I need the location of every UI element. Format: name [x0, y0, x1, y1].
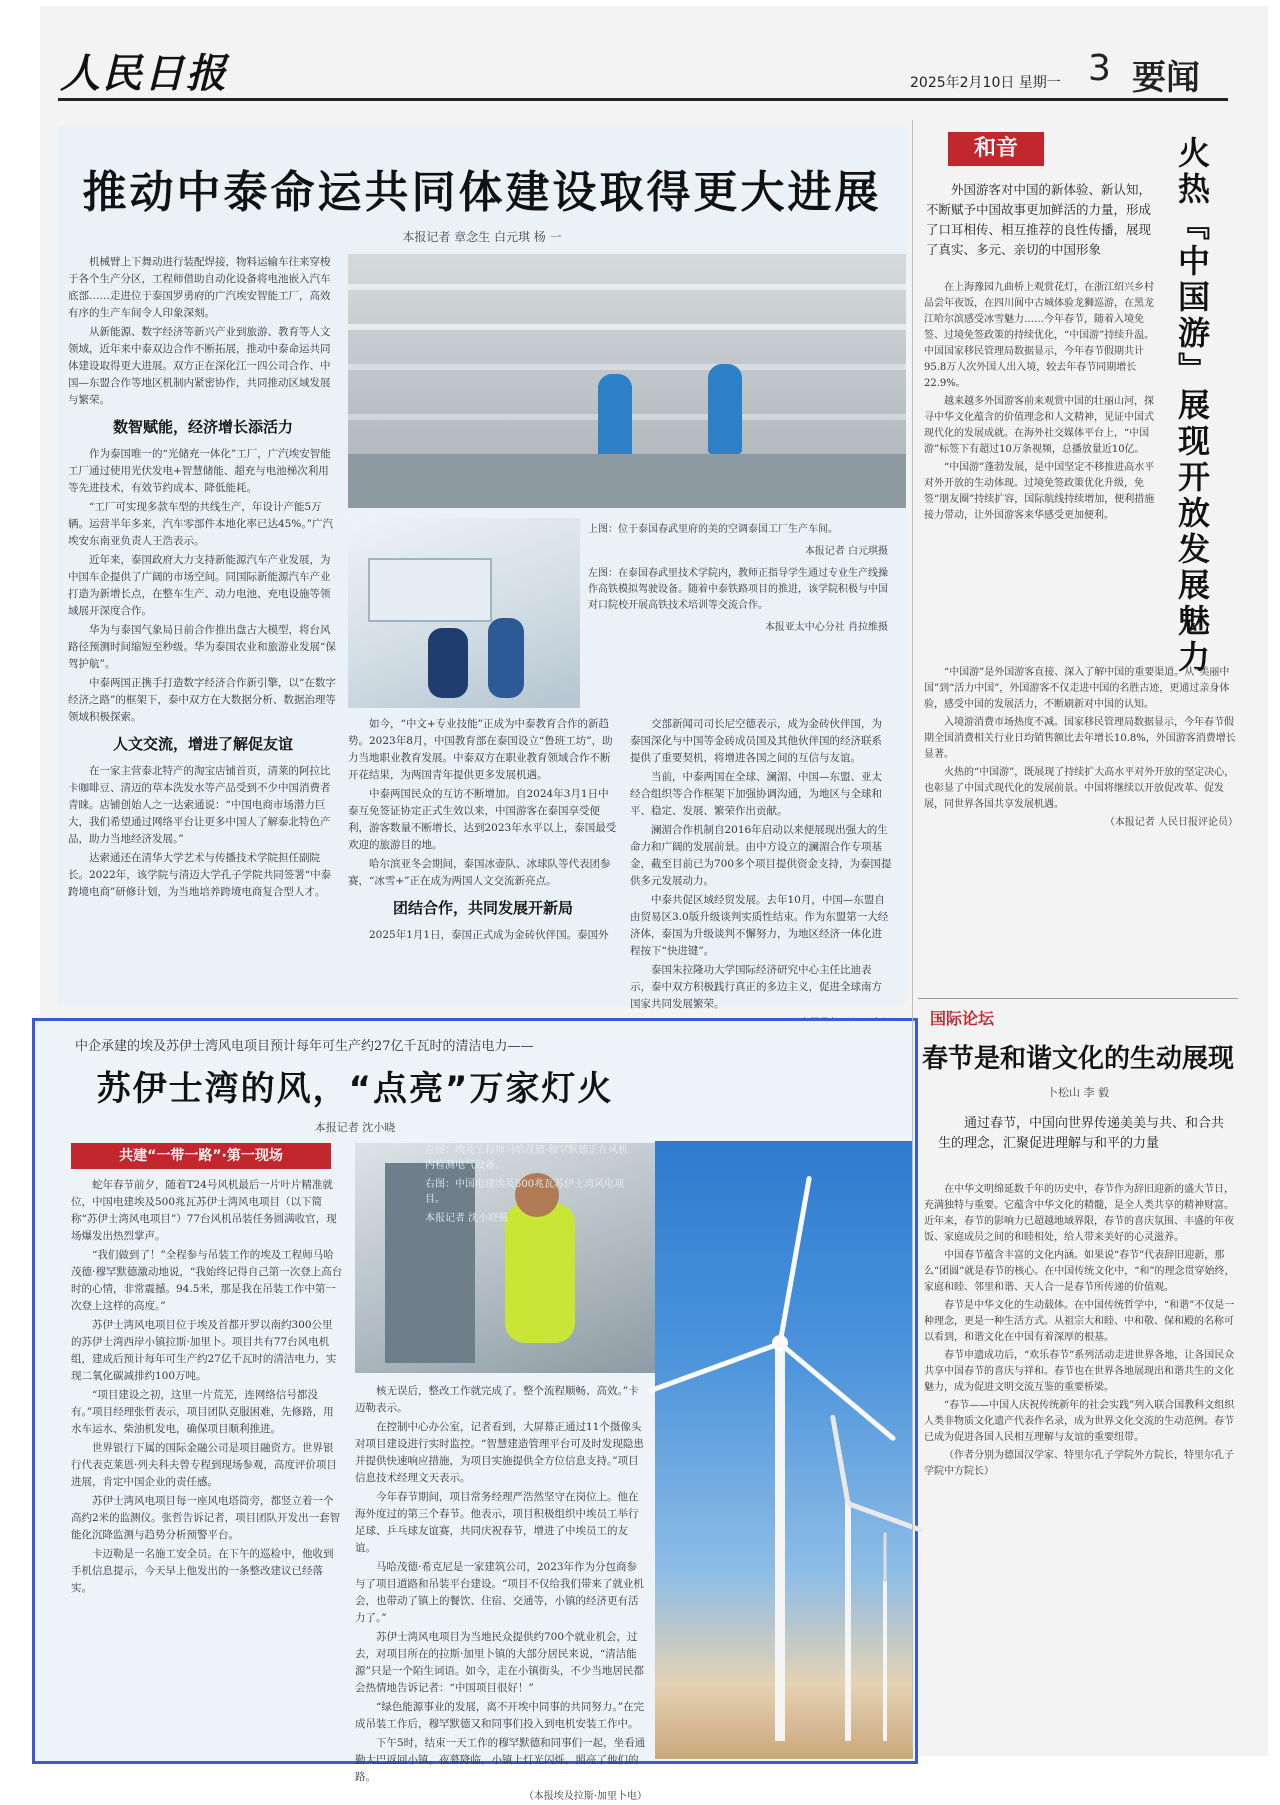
column-divider: [912, 120, 913, 1750]
feature-article[interactable]: [32, 1018, 918, 1802]
author-note: （作者分别为德国汉学家、特里尔孔子学院外方院长，特里尔孔子学院中方院长）: [924, 1450, 1234, 1477]
main-article: [58, 126, 906, 1010]
subhead: 数智赋能，经济增长添活力: [112, 418, 293, 436]
subhead: 团结合作，共同发展开新局: [392, 899, 573, 917]
page-number: 3: [1088, 48, 1111, 89]
forum-headline: 春节是和谐文化的生动展现: [921, 1044, 1234, 1074]
masthead-logo: 人民日报: [60, 50, 228, 97]
paragraph: 近年来，泰国政府大力支持新能源汽车产业发展，为中国车企提供了广阔的市场空间。同国际新能源汽车产业打造为新增长点，在整车生产、动力电池、充电设施等领域展开深度合作。: [68, 554, 331, 617]
turbine-blade: [884, 1533, 887, 1583]
turbine-blade: [648, 1341, 781, 1394]
paragraph: 达索通还在清华大学艺术与传播技术学院担任副院长。2022年，该学院与清迈大学孔子学院共同签署“中泰跨境电商”研修计划，为当地培养跨境电商复合型人才。: [68, 852, 332, 898]
photo-floor: [348, 454, 906, 508]
paragraph: 在上海豫园九曲桥上观赏花灯，在浙江绍兴乡村品尝年夜饭，在四川阆中古城体验龙狮巡游，在黑龙江哈尔滨感受冰雪魅力……今年春节，随着入境免签、过境免签政策的持续优化，“中国游”持续升温。中国国家移民管理局数据显示，今年春节假期共计95.8万人次外国人出入境，较去年春节同期增长22.9%。: [924, 282, 1155, 389]
paragraph: 中泰两国正携手打造数字经济合作新引擎，以“在数字经济之路”的框架下，泰中双方在大数据分析、数据治理等领域积极探索。: [68, 677, 336, 723]
paragraph: 春节是中华文化的生动载体。在中国传统哲学中，“和谐”不仅是一种理念，更是一种生活方式。从祖宗大和睦、中和敬、保和殿的名称可以看到，和谐文化在中国有着深厚的根基。: [924, 1300, 1235, 1343]
paragraph: 泰国朱拉隆功大学国际经济研究中心主任比迪表示，泰中双方积极践行真正的多边主义，促进全球南方国家共同发展繁荣。: [630, 964, 882, 1010]
paragraph: 中泰两国民众的互访不断增加。自2024年3月1日中泰互免签证协定正式生效以来，中国游客在泰国享受便利，游客数量不断增长，达到2023年水平以上，泰国最受欢迎的旅游目的地。: [348, 788, 617, 851]
photo-credit: 本报记者 沈小晓摄: [425, 1213, 509, 1224]
paragraph: 交部新闻司司长尼空德表示，成为金砖伙伴国，为泰国深化与中国等金砖成员国及其他伙伴国的经济联系提供了重要契机，将增进各国之间的互信与友谊。: [630, 718, 882, 764]
series-tag: 共建“一带一路”·第一现场: [71, 1143, 331, 1169]
paragraph: 在中华文明绵延数千年的历史中，春节作为辞旧迎新的盛大节日，充满独特与重要。它蕴含中华文化的精髓，是全人类共享的精神财富。近年来，春节的影响力已超越地域界限，春节的喜庆氛围、丰盛的年夜饭、家庭成员之间的和睦相处，给人带来美好的心灵滋养。: [924, 1184, 1234, 1243]
control-room-photo: [348, 518, 580, 708]
paragraph: 世界银行下属的国际金融公司是项目融资方。世界银行代表克莱恩·列夫科夫曾专程到现场参观，高度评价项目进展，肯定中国企业的责任感。: [71, 1442, 337, 1488]
turbine-blade: [778, 1176, 812, 1344]
paragraph: 苏伊士湾风电项目每一座风电塔筒旁，都竖立着一个高约2米的监测仪。张哲告诉记者，项目团队开发出一套智能化沉降监测与趋势分析预警平台。: [71, 1495, 341, 1541]
paragraph: 苏伊士湾风电项目为当地民众提供约700个就业机会，过去，对项目所在的拉斯·加里卜镇的大部分居民来说，“清洁能源”只是一个陌生词语。如今，走在小镇街头，不少当地居民都会热情地告诉记者：“中国项目很好！”: [355, 1631, 644, 1694]
photo-detail: [348, 324, 906, 330]
main-headline: 推动中泰命运共同体建设取得更大进展: [82, 167, 882, 218]
column-tag-heyin: 和音: [948, 132, 1044, 166]
paragraph: 中国春节蕴含丰富的文化内涵。如果说“春节”代表辞旧迎新，那么“团圆”就是春节的核心。在中国传统文化中，“和”的理念贯穿始终，家庭和睦、邻里和谐、天人合一是春节所传递的价值观。: [924, 1250, 1235, 1293]
photo-caption: 右图：中国电建埃及500兆瓦苏伊士湾风电项目。: [425, 1179, 625, 1205]
forum-lead: 通过春节，中国向世界传递美美与共、和合共生的理念，汇聚促进理解与和平的力量: [938, 1116, 1225, 1151]
section-name: 要闻: [1132, 58, 1200, 98]
photo-caption-block: [588, 522, 888, 702]
photo-detail: [368, 558, 492, 622]
paragraph: 火热的“中国游”，既展现了持续扩大高水平对外开放的坚定决心，也彰显了中国式现代化的发展前景。中国将继续以开放促改革、促发展，同世界各国共享发展机遇。: [924, 767, 1235, 810]
photo-detail: [348, 284, 906, 290]
photo-person: [428, 628, 468, 698]
dateline: （本报埃及拉斯·加里卜电）: [523, 1791, 647, 1802]
dateline: （本报记者 人民日报评论员）: [1104, 817, 1238, 828]
paragraph: 卡迈勒是一名施工安全员。在下午的巡检中，他收到手机信息提示，今天早上他发出的一条整改建议已经落实。: [71, 1548, 334, 1594]
paragraph: 入境游消费市场热度不减。国家移民管理局数据显示，今年春节假期全国消费相关行业日均销售额比去年增长10.8%，外国游客消费增长显著。: [924, 717, 1236, 760]
turbine-tower: [883, 1581, 887, 1741]
main-byline: 本报记者 章念生 白元琪 杨 一: [402, 230, 562, 244]
feature-headline: 苏伊士湾的风，“点亮”万家灯火: [96, 1069, 614, 1109]
paragraph: 越来越多外国游客前来观赏中国的壮丽山河，探寻中华文化蕴含的价值理念和人文精神，见证中国式现代化的发展成就。在海外社交媒体平台上，“中国游”标签下有超过10万条视频，总播放量近10亿。: [924, 396, 1154, 455]
paragraph: 从新能源、数字经济等新兴产业到旅游、教育等人文领域，近年来中泰双边合作不断拓展，推动中泰命运共同体建设取得更大进展。双方正在深化江一四公司合作、中国—东盟合作等地区机制内紧密协作，共同推动区域发展与繁荣。: [68, 326, 331, 406]
masthead-date: 2025年2月10日 星期一: [910, 75, 1061, 91]
feature-column-1: [71, 1177, 343, 1757]
right-body-2: [924, 665, 1238, 987]
right-column: [918, 120, 1238, 1756]
paragraph: “中国游”蓬勃发展，是中国坚定不移推进高水平对外开放的生动体现。过境免签政策优化升级，免签“朋友圈”持续扩容，国际航线持续增加，便利措施接力带动，让外国游客来华感受更加便利。: [924, 462, 1155, 521]
paragraph: 苏伊士湾风电项目位于埃及首都开罗以南约300公里的苏伊士湾西岸小镇拉斯·加里卜。项目共有77台风电机组，建成后预计每年可生产约27亿千瓦时的清洁电力，实现二氧化碳减排约100万吨。: [71, 1319, 337, 1382]
paragraph: 下午5时，结束一天工作的穆罕默德和同事们一起，坐看通勤大巴返回小镇。夜幕降临，小镇上灯光闪烁，照亮了他们的路。: [355, 1737, 646, 1783]
paragraph: “中国游”是外国游客直接、深入了解中国的重要渠道。从“美丽中国”到“活力中国”，外国游客不仅走进中国的名胜古迹，更通过亲身体验，感受中国的发展活力，不断刷新对中国的认知。: [924, 667, 1230, 710]
paragraph: “春节——中国人庆祝传统新年的社会实践”列入联合国教科文组织人类非物质文化遗产代表作名录，成为世界文化交流的生动范例。春节已成为促进各国人民相互理解与友谊的重要纽带。: [924, 1400, 1235, 1443]
main-column-3: [630, 716, 892, 1010]
masthead-divider: [58, 98, 1228, 101]
forum-byline: 卜松山 李 毅: [1047, 1086, 1109, 1099]
photo-caption: 上图：位于泰国春武里府的美的空调泰国工厂生产车间。: [588, 524, 838, 535]
factory-photo: [348, 254, 906, 508]
paragraph: “工厂可实现多款车型的共线生产，年设计产能5万辆。运营半年多来，汽车零部件本地化率已达45%。”广汽埃安东南亚负责人王浩表示。: [68, 501, 333, 547]
paragraph: 马哈茂德·希克尼是一家建筑公司，2023年作为分包商参与了项目道路和吊装平台建设。“项目不仅给我们带来了就业机会，也带动了镇上的餐饮、住宿、交通等，小镇的经济更有活力了。”: [355, 1561, 644, 1624]
paragraph: 澜湄合作机制自2016年启动以来便展现出强大的生命力和广阔的发展前景。由中方设立的澜湄合作专项基金，截至目前已为700多个项目提供资金支持，为泰国提供多元发展动力。: [630, 824, 892, 887]
photo-caption: 左图：埃及工程师马哈茂德·穆罕默德正在风机内检测电气设备。: [425, 1145, 629, 1171]
paragraph: 2025年1月1日，泰国正式成为金砖伙伴国。泰国外: [369, 929, 609, 941]
paragraph: 哈尔滨亚冬会期间，泰国冰壶队、冰球队等代表团参赛，“冰雪+”正在成为两国人文交流新亮点。: [348, 858, 611, 887]
feature-kicker: 中企承建的埃及苏伊士湾风电项目预计每年可生产约27亿千瓦时的清洁电力——: [75, 1039, 534, 1054]
turbine-blade: [830, 1414, 851, 1504]
paragraph: 蛇年春节前夕，随着T24号风机最后一片叶片精准就位，中国电建埃及500兆瓦苏伊士湾风电项目（以下简称“苏伊士湾风电项目”）77台风机吊装任务圆满收官，现场爆发出热烈掌声。: [71, 1179, 337, 1242]
wind-farm-photo: [655, 1141, 913, 1759]
column-tag-forum: 国际论坛: [930, 1009, 995, 1028]
paragraph: 春节申遗成功后，“欢乐春节”系列活动走进世界各地，让各国民众共享中国春节的喜庆与祥和。春节也在世界各地展现出和谐共生的文化魅力，成为促进文明交流互鉴的重要桥梁。: [924, 1350, 1235, 1393]
right-body-1: [924, 280, 1156, 660]
photo-worker: [598, 374, 632, 464]
turbine-blade: [778, 1342, 896, 1442]
right-lead: 外国游客对中国的新体验、新认知，不断赋予中国故事更加鲜活的力量，形成了口耳相传、相互推荐的良性传播，展现了真实、多元、亲切的中国形象: [926, 182, 1152, 257]
right-headline: 火热『中国游』展现开放发展魅力: [1173, 136, 1211, 676]
photo-credit: 本报记者 白元琪摄: [804, 546, 888, 557]
paragraph: 核无误后，整改工作就完成了。整个流程顺畅、高效。”卡迈勒表示。: [355, 1385, 639, 1414]
section-divider: [918, 998, 1238, 999]
paragraph: 如今，“中文+专业技能”正成为中泰教育合作的新趋势。2023年8月，中国教育部在泰国设立“鲁班工坊”，助力当地职业教育发展。中泰双方在职业教育领域合作不断开花结果，为两国青年提供更多发展机遇。: [348, 718, 613, 781]
turbine-tower: [775, 1341, 785, 1741]
photo-person: [488, 618, 524, 698]
subhead: 人文交流，增进了解促友谊: [112, 735, 293, 753]
paragraph: 中泰共促区域经贸发展。去年10月，中国—东盟自由贸易区3.0版升级谈判实质性结束。作为东盟第一大经济体，泰国为升级谈判不懈努力，为地区经济一体化进程按下“快进键”。: [630, 894, 889, 957]
photo-credit: 本报亚太中心分社 肖拉维摄: [764, 622, 888, 633]
paragraph: 在控制中心办公室，记者看到，大屏幕正通过11个摄像头对项目建设进行实时监控。“智慧建造管理平台可及时发现隐患并提供快速响应措施，为项目实施提供全方位信息支持。”项目信息技术经理文天表示。: [355, 1421, 644, 1484]
paragraph: 在一家主营泰北特产的淘宝店铺首页，清莱的阿拉比卡咖啡豆、清迈的草本洗发水等产品受到不少中国消费者青睐。店铺创始人之一达索通说：“中国电商市场潜力巨大，我们希望通过网络平台让更多中国人了解泰北特色产品，助力当地经济发展。”: [68, 765, 331, 845]
wind-photo-caption: [425, 1143, 635, 1230]
paragraph: 今年春节期间，项目常务经理严浩然坚守在岗位上。他在海外度过的第三个春节。他表示，项目积极组织中埃员工举行足球、乒乓球友谊赛，共同庆祝春节，增进了中埃员工的友谊。: [355, 1491, 639, 1554]
paragraph: 华为与泰国气象局日前合作推出盘古大模型，将台风路径预测时间缩短至秒级。华为泰国农业和旅游业发展“保驾护航”。: [68, 624, 336, 670]
photo-detail: [348, 364, 906, 370]
main-column-1: [68, 254, 338, 999]
feature-byline: 本报记者 沈小晓: [314, 1121, 396, 1134]
feature-column-2: [355, 1383, 647, 1802]
paragraph: 作为泰国唯一的“光储充一体化”工厂，广汽埃安智能工厂通过使用光伏发电+智慧储能、超充与电池梯次利用等先进技术，有效节约成本、降低能耗。: [68, 448, 331, 494]
main-column-2: [348, 716, 618, 1001]
paragraph: “我们做到了！”全程参与吊装工作的埃及工程师马哈茂德·穆罕默德激动地说，“我始终记得自己第一次登上高台时的心情，非常震撼。94.5米，那是我在吊装工作中第一次登上这样的高度。”: [71, 1249, 343, 1312]
forum-body: [924, 1182, 1238, 1742]
paragraph: “绿色能源事业的发展，离不开埃中同事的共同努力。”在完成吊装工作后，穆罕默德又和同事们投入到电机安装工作中。: [355, 1701, 644, 1730]
photo-worker: [708, 364, 742, 454]
paragraph: 当前，中泰两国在全球、澜湄、中国—东盟、亚太经合组织等合作框架下加强协调沟通，为地区与全球和平、稳定、发展、繁荣作出贡献。: [630, 771, 882, 817]
turbine-tower: [845, 1501, 851, 1741]
paragraph: 机械臂上下舞动进行装配焊接，物料运输车往来穿梭于各个生产分区，工程师借助自动化设备将电池嵌入汽车底部……走进位于泰国罗勇府的广汽埃安智能工厂，高效有序的生产车间令人印象深刻。: [68, 256, 331, 319]
paragraph: “项目建设之初，这里一片荒芜，连网络信号都没有。”项目经理张哲表示，项目团队克服困难，先修路，用水车运水、柴油机发电，确保项目顺利推进。: [71, 1389, 334, 1435]
photo-caption: 左图：在泰国春武里技术学院内，教师正指导学生通过专业生产线操作高铁模拟驾驶设备。随着中泰铁路项目的推进，该学院积极与中国对口院校开展高铁技术培训等交流合作。: [588, 568, 888, 611]
